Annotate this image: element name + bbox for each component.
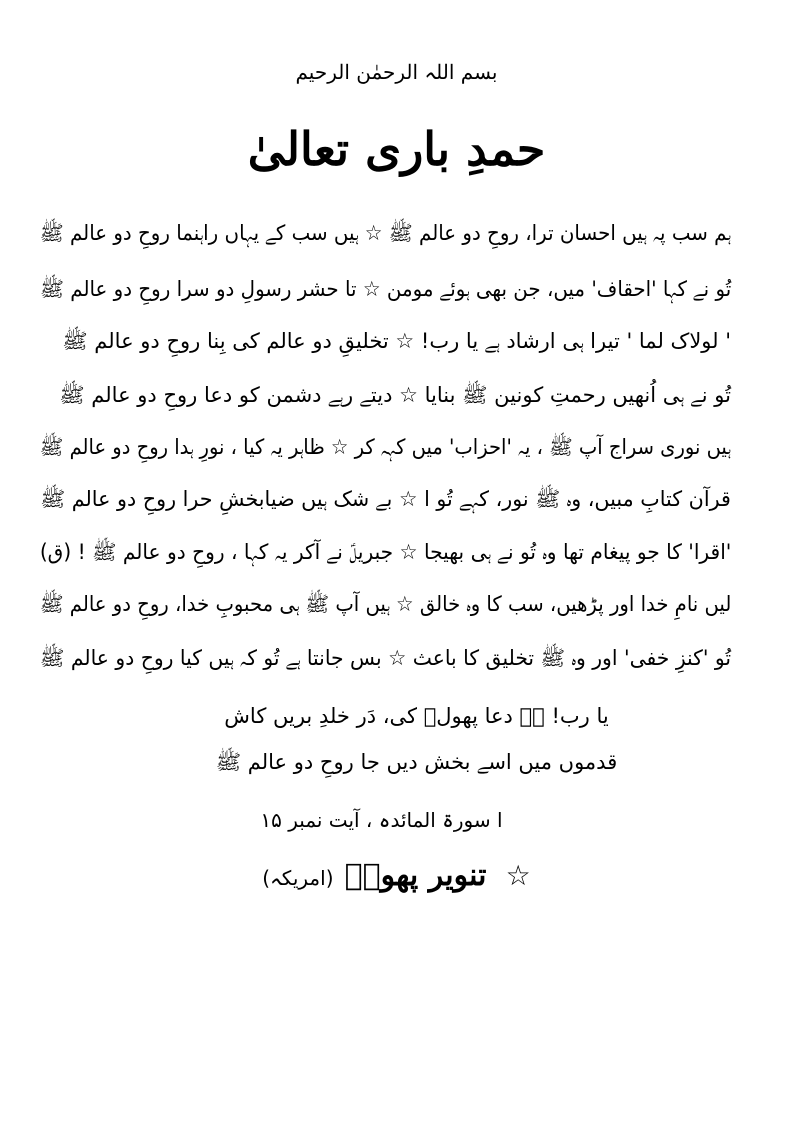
verse-line-3: ' لولاک لما ' تیرا ہی ارشاد ہے یا رب! ☆ تخلیقِ دو عالم کی بِنا روحِ دو عالم ﷺ: [62, 329, 731, 353]
verse-line-6: قرآن کتابِ مبیں، وہ ﷺ نور، کہے تُو ا ☆ بے شک ہیں ضیابخشِ حرا روحِ دو عالم ﷺ: [40, 487, 731, 511]
poet-name: تنویر پھولؔ: [344, 858, 487, 893]
verse-line-5: ہیں نوری سراج آپ ﷺ ، یہ 'احزاب' میں کہہ کر ☆ ظاہر یہ کیا ، نورِ ہدا روحِ دو عالم ﷺ: [40, 435, 731, 459]
poem-title: حمدِ باری تعالیٰ: [247, 122, 546, 176]
verse-line-7: 'اقرا' کا جو پیغام تھا وہ تُو نے ہی بھیجا ☆ جبریلؑ نے آکر یہ کہا ، روحِ دو عالم ﷺ ! (ق): [39, 540, 731, 564]
bismillah-heading: بسم اللہ الرحمٰن الرحیم: [295, 60, 498, 84]
verse-line-8: لیں نامِ خدا اور پڑھیں، سب کا وہ خالق ☆ ہیں آپ ﷺ ہی محبوبِ خدا، روحِ دو عالم ﷺ: [39, 592, 731, 616]
star-icon: ☆: [505, 859, 531, 892]
verse-line-4: تُو نے ہی اُنھیں رحمتِ کونین ﷺ بنایا ☆ دیتے رہے دشمن کو دعا روحِ دو عالم ﷺ: [59, 383, 731, 407]
verse-line-1: ہم سب پہ ہیں احسان ترا، روحِ دو عالم ﷺ ☆ ہیں سب کے یہاں راہنما روحِ دو عالم ﷺ: [39, 221, 731, 245]
poet-location: (امریکہ): [262, 866, 334, 890]
verse-line-9: تُو 'کنزِ خفی' اور وہ ﷺ تخلیق کا باعث ☆ بس جانتا ہے تُو کہ ہیں کیا روحِ دو عالم ﷺ: [39, 646, 731, 670]
closing-line-1: یا رب! ہے دعا پھولؔ کی، دَر خلدِ بریں کاش: [224, 704, 609, 728]
closing-line-2: قدموں میں اسے بخش دیں جا روحِ دو عالم ﷺ: [215, 750, 618, 774]
verse-line-2: تُو نے کہا 'احقاف' میں، جن بھی ہوئے مومن ☆ تا حشر رسولِ دو سرا روحِ دو عالم ﷺ: [39, 277, 731, 301]
poet-signature: [0, 858, 793, 893]
footnote: ا سورۃ المائدہ ، آیت نمبر ۱۵: [260, 808, 503, 832]
